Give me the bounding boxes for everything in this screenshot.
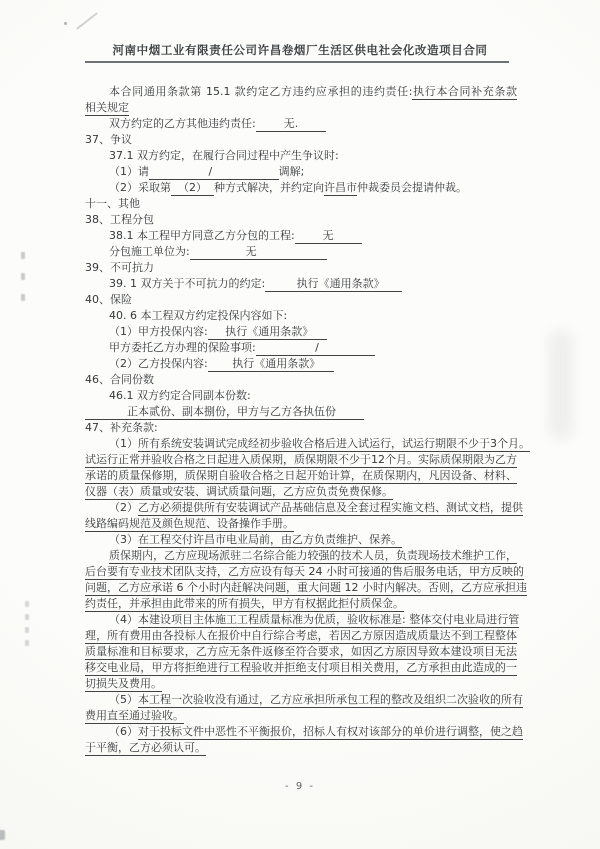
doc-line-1 — [85, 84, 517, 100]
text-segment: （3） — [109, 533, 138, 546]
doc-line-20 — [85, 388, 517, 404]
text-segment: 种方式解决，并约定向 — [214, 181, 324, 194]
doc-line-23 — [85, 436, 530, 452]
filled-in-underlined-text: 正本贰份、副本捌份，甲方与乙方各执伍份 — [85, 405, 364, 418]
text-segment: 47、补充条款: — [85, 421, 158, 434]
filled-in-underlined-text: 乙方必须提供所有安装调试产品基础信息及全套过程实施文档、测试文档，提供 — [138, 501, 523, 514]
text-segment: 调解; — [278, 165, 305, 178]
text-segment: （5） — [109, 693, 138, 706]
doc-line-28 — [85, 516, 517, 532]
filled-in-underlined-text: 本建设项目主体施工工程质量标准为优质，验收标准是: 整体交付电业局进行管 — [138, 613, 520, 626]
doc-line-19 — [85, 372, 517, 388]
text-segment: （6） — [109, 725, 138, 738]
doc-line-13 — [85, 276, 517, 292]
doc-line-11 — [85, 244, 517, 260]
doc-line-42 — [85, 740, 517, 756]
doc-line-26 — [85, 484, 517, 500]
scan-artifact-dot — [64, 22, 67, 25]
filled-in-underlined-text: 费用直至通过验收。 — [85, 709, 184, 722]
filled-in-underlined-text: 理，所有费用由各投标人在报价中自行综合考虑，若因乙方原因造成质量达不到工程整体 — [85, 629, 517, 642]
text-segment: 甲方委托乙方办理的保险事项: — [109, 341, 256, 354]
doc-line-21 — [85, 404, 517, 420]
doc-line-6 — [85, 164, 517, 180]
doc-line-15 — [85, 308, 517, 324]
doc-line-5 — [85, 148, 517, 164]
text-segment: 37.1 双方约定，在履行合同过程中产生争议时: — [109, 149, 339, 162]
text-segment: 十一、其他 — [85, 197, 140, 210]
document-body — [85, 84, 530, 756]
filled-in-underlined-text: 线路编码规范及颜色规范、设备操作手册。 — [85, 517, 294, 530]
doc-line-39 — [85, 692, 523, 708]
text-segment: 本合同通用条款第 15.1 款约定乙方违约应承担的违约责任: — [109, 85, 413, 98]
doc-line-3 — [85, 116, 517, 132]
filled-in-underlined-text: （2） — [171, 181, 214, 194]
text-segment: （2） — [109, 501, 138, 514]
doc-line-35 — [85, 628, 517, 644]
text-segment: 37、争议 — [85, 133, 132, 146]
text-segment: （1）甲方投保内容: — [109, 325, 208, 338]
filled-in-underlined-text: 问题，乙方应承诺 6 个小时内赶解决问题，重大问题 12 小时内解决。否则，乙方应承担违 — [85, 581, 527, 594]
doc-line-12 — [85, 260, 517, 276]
doc-line-41 — [85, 724, 523, 740]
filled-in-underlined-text — [212, 165, 278, 180]
doc-line-17 — [85, 340, 517, 356]
text-segment: 38.1 本工程甲方同意乙方分包的工程: — [109, 229, 295, 242]
text-segment: （4） — [109, 613, 138, 626]
filled-in-underlined-text: / — [208, 165, 213, 178]
doc-line-27 — [85, 500, 523, 516]
document-title: 河南中烟工业有限责任公司许昌卷烟厂生活区供电社会化改造项目合同 — [112, 43, 488, 57]
text-segment: （1） — [109, 437, 138, 450]
doc-line-25 — [85, 468, 517, 484]
text-segment: 40、保险 — [85, 293, 132, 306]
filled-in-underlined-text: 执行《通用条款》 — [265, 277, 403, 290]
filled-in-underlined-text: 于平衡，乙方必须认可。 — [85, 741, 206, 754]
text-segment: （2）采取第 — [109, 181, 171, 194]
doc-line-16 — [85, 324, 517, 340]
doc-line-40 — [85, 708, 517, 724]
page-number: - 9 - — [285, 781, 315, 792]
filled-in-underlined-text: 无 — [294, 229, 362, 242]
doc-line-10 — [85, 228, 517, 244]
text-segment: （1）请 — [109, 165, 149, 178]
scan-artifact-smudge — [548, 330, 574, 440]
doc-line-2 — [85, 100, 517, 116]
filled-in-underlined-text: 无. — [255, 117, 327, 130]
text-segment: 38、工程分包 — [85, 213, 154, 226]
doc-line-29 — [85, 532, 517, 548]
filled-in-underlined-text: 在工程交付许昌市电业局前，由乙方负责维护、保养。 — [138, 533, 402, 546]
filled-in-underlined-text: / — [255, 341, 375, 354]
doc-line-30 — [85, 548, 517, 564]
doc-line-14 — [85, 292, 517, 308]
header-rule — [85, 61, 509, 63]
text-segment: 分包施工单位为: — [109, 245, 190, 258]
doc-line-31 — [85, 564, 524, 580]
scan-artifact-corner-mark — [0, 830, 5, 840]
text-segment: 39. 1 双方关于不可抗力的约定: — [109, 277, 266, 290]
doc-line-18 — [85, 356, 517, 372]
scan-artifact-margin-marks-lower — [25, 601, 29, 653]
doc-line-37 — [85, 660, 517, 676]
scan-artifact-margin-marks-upper — [21, 252, 25, 315]
doc-line-36 — [85, 644, 517, 660]
text-segment: 双方约定的乙方其他违约责任: — [109, 117, 256, 130]
filled-in-underlined-text: 所有系统安装调试完成经初步验收合格后进入试运行，试运行期限不少于3个月。 — [138, 437, 530, 450]
filled-in-underlined-text: 许昌市 — [324, 181, 357, 194]
doc-line-32 — [85, 580, 527, 596]
text-segment: 46.1 双方约定合同副本份数: — [109, 389, 251, 402]
doc-line-34 — [85, 612, 520, 628]
doc-line-8 — [85, 196, 517, 212]
filled-in-underlined-text: 质保期内，乙方应现场派驻二名综合能力较强的技术人员，负责现场技术维护工作， — [109, 549, 517, 562]
filled-in-underlined-text: 质量标准和目标要求，乙方应无条件返修至符合要求，如因乙方原因导致本建设项目无法 — [85, 645, 517, 658]
filled-in-underlined-text: 试运行正常并验收合格之日起进入质保期，质保期限不少于12个月。实际质保期限为乙方 — [85, 453, 517, 466]
text-segment: （2）乙方投保内容: — [109, 357, 208, 370]
filled-in-underlined-text: 仪器（表）质量或安装、调试质量问题，乙方应负责免费保修。 — [85, 485, 393, 498]
text-segment: 40. 6 本工程双方约定投保内容如下: — [109, 309, 288, 322]
filled-in-underlined-text: 后台要有专业技术团队支持，乙方应设有每天 24 小时可接通的售后服务电话，甲方反映的 — [85, 565, 524, 578]
filled-in-underlined-text: 约责任，并承担由此带来的所有损失，甲方有权据此拒付质保金。 — [85, 597, 404, 610]
text-segment: 46、合同份数 — [85, 373, 154, 386]
doc-line-9 — [85, 212, 517, 228]
filled-in-underlined-text — [149, 165, 208, 180]
filled-in-underlined-text: 无 — [189, 245, 327, 258]
doc-line-24 — [85, 452, 517, 468]
doc-line-7 — [85, 180, 517, 196]
filled-in-underlined-text: 承诺的质量保修期，质保期自验收合格之日起开始计算，在质保期内，凡因设备、材料、 — [85, 469, 517, 482]
filled-in-underlined-text: 对于投标文件中恶性不平衡报价，招标人有权对该部分的单价进行调整，使之趋 — [138, 725, 523, 738]
filled-in-underlined-text: 执行本合同补充条款 — [412, 85, 517, 98]
filled-in-underlined-text: 执行《通用条款》 — [207, 325, 328, 338]
text-segment: 仲裁委员会提请仲裁。 — [357, 181, 467, 194]
filled-in-underlined-text: 本工程一次验收没有通过，乙方应承担所承包工程的整改及组织二次验收的所有 — [138, 693, 523, 706]
filled-in-underlined-text: 切损失及费用。 — [85, 677, 162, 690]
filled-in-underlined-text: 移交电业局，甲方将拒绝进行工程验收并拒绝支付项目相关费用，乙方承担由此造成的一 — [85, 661, 517, 674]
doc-line-33 — [85, 596, 517, 612]
doc-line-22 — [85, 420, 517, 436]
text-segment: 39、不可抗力 — [85, 261, 154, 274]
doc-line-4 — [85, 132, 517, 148]
doc-line-38 — [85, 676, 517, 692]
filled-in-underlined-text: 执行《通用条款》 — [207, 357, 335, 370]
scan-artifact-diagonal-stroke — [76, 12, 98, 30]
filled-in-underlined-text: 相关规定 — [85, 101, 129, 114]
